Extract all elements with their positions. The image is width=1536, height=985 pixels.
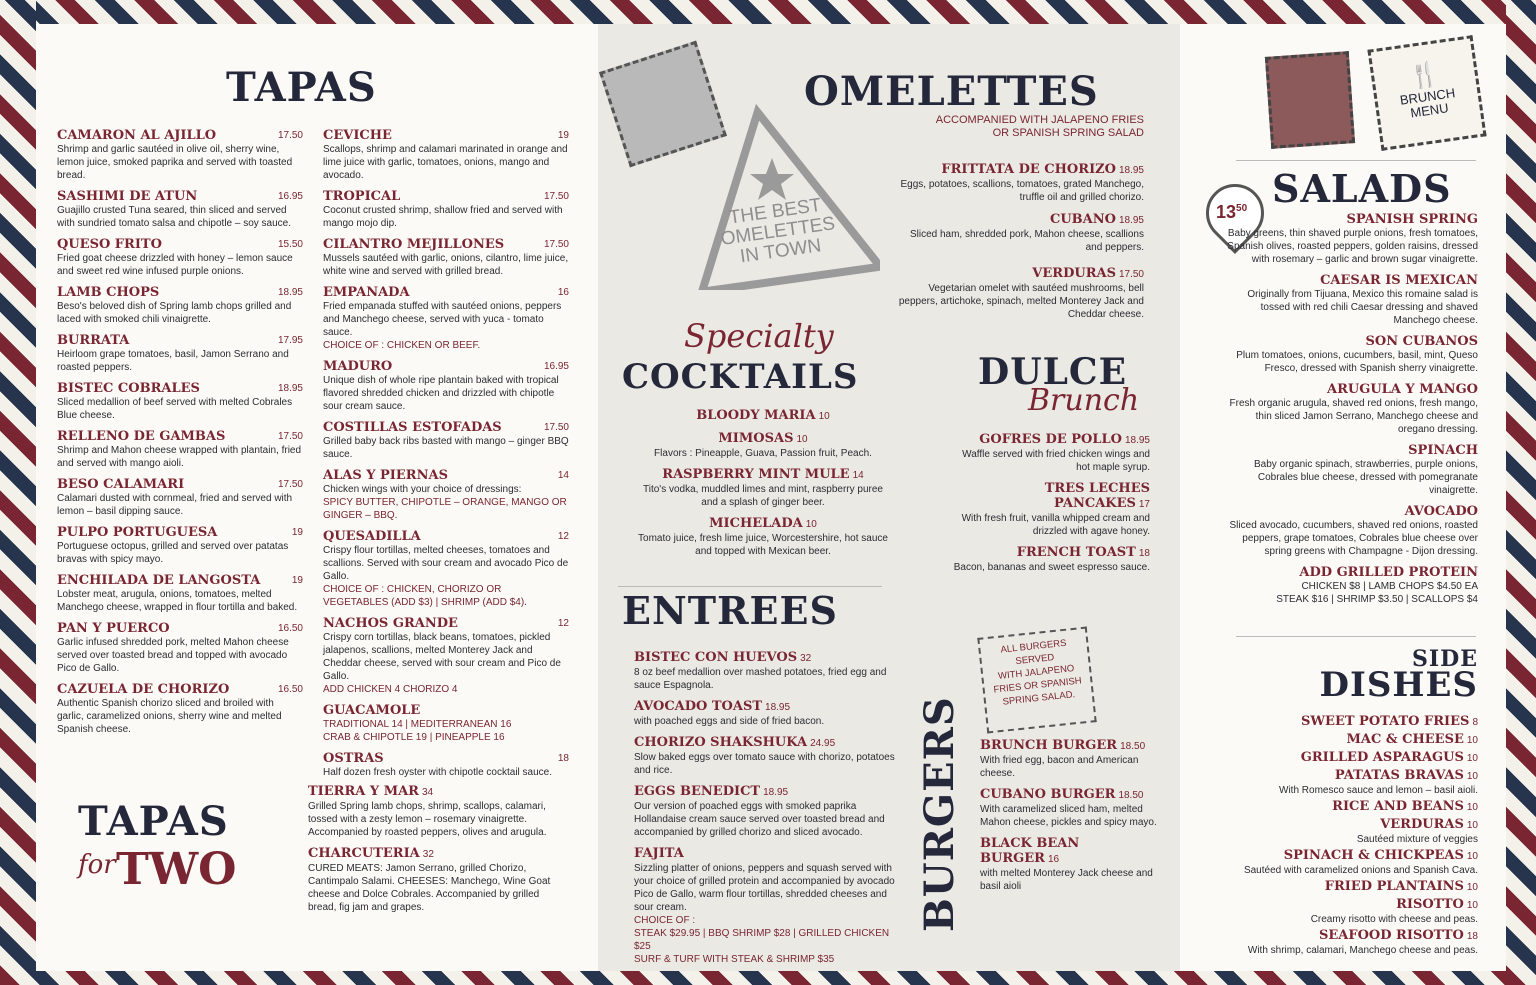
list-item[interactable]: RASPBERRY MINT MULE 14 Tito's vodka, muddled limes and mint, raspberry puree and a splash of ginger beer.	[643, 467, 883, 508]
dulce-list	[948, 432, 1150, 581]
dulce-title: DULCE	[978, 351, 1128, 393]
list-item[interactable]: TROPICAL 17.50 Coconut crusted shrimp, shallow fried and served with mango mojo dip.	[323, 189, 569, 229]
protein-addons[interactable]: ADD GRILLED PROTEIN CHICKEN $8 | LAMB CHOPS $4.50 EA STEAK $16 | SHRIMP $3.50 | SCALLOPS $4	[1276, 565, 1478, 605]
list-item[interactable]: PULPO PORTUGUESA 19 Portuguese octopus, grilled and served over patatas bravas with spicy mayo.	[57, 525, 303, 565]
list-item[interactable]: LAMB CHOPS 18.95 Beso's beloved dish of Spring lamb chops grilled and laced with smoked chili vinaigrette.	[57, 285, 303, 325]
divider	[618, 586, 882, 587]
tapas-title: TAPAS	[226, 64, 377, 111]
list-item[interactable]: CHARCUTERIA 32 CURED MEATS: Jamon Serrano, grilled Chorizo, Cantimpalo Salami. CHEESES: Manchego, Wine Goat cheese and Dolce Cobrales. Accompanied by grilled bread, fig jam and grapes.	[308, 846, 551, 913]
list-item[interactable]: MADURO 16.95 Unique dish of whole ripe plantain baked with tropical flavored shredded chicken and drizzled with chipotle sour cream sauce.	[323, 359, 569, 412]
list-item[interactable]: FRITTATA DE CHORIZO 18.95 Eggs, potatoes, scallions, tomatoes, grated Manchego, truffle oil and grilled chorizo.	[900, 162, 1144, 203]
list-item[interactable]: RISOTTO 10 Creamy risotto with cheese and peas.	[1310, 897, 1478, 925]
cocktails-script: Specialty	[684, 317, 834, 355]
list-item[interactable]: PAN Y PUERCO 16.50 Garlic infused shredded pork, melted Mahon cheese served over toasted bread and topped with avocado Pico de Gallo.	[57, 621, 303, 674]
list-item[interactable]: FRENCH TOAST 18 Bacon, bananas and sweet espresso sauce.	[953, 545, 1150, 573]
list-item[interactable]: AVOCADO Sliced avocado, cucumbers, shaved red onions, roasted peppers, grape tomatoes, Cobrales blue cheese over spring greens with Champagne - Dijon dressing.	[1229, 504, 1478, 557]
pin-price: $13^{50}$	[1216, 202, 1248, 222]
sides-title2: DISHES	[1319, 665, 1478, 705]
list-item[interactable]: SWEET POTATO FRIES 8	[1301, 714, 1478, 729]
list-item[interactable]: BESO CALAMARI 17.50 Calamari dusted with cornmeal, fried and served with lemon – basil dipping sauce.	[57, 477, 303, 517]
omelettes-title: OMELETTES	[804, 68, 1099, 115]
tapas-panel	[36, 24, 598, 971]
tapas-for-two-list	[308, 784, 558, 921]
airmail-border-right	[1506, 0, 1536, 985]
list-item[interactable]: FRIED PLANTAINS 10	[1324, 879, 1478, 894]
best-omelettes-stamp-text: THE BEST OMELETTES IN TOWN	[719, 194, 837, 268]
list-item[interactable]: BRUNCH BURGER 18.50 With fried egg, bacon and American cheese.	[980, 738, 1146, 779]
airmail-border-left	[0, 0, 36, 985]
list-item[interactable]: CHORIZO SHAKSHUKA 24.95 Slow baked eggs over tomato sauce with chorizo, potatoes and rice.	[634, 735, 895, 776]
list-item[interactable]: CAMARON AL AJILLO 17.50 Shrimp and garlic sautéed in olive oil, sherry wine, lemon juice, smoked paprika and served with toasted bread.	[57, 128, 303, 181]
burgers-stamp: ALL BURGERS SERVED WITH JALAPENO FRIES OR SPANISH SPRING SALAD.	[977, 627, 1096, 734]
list-item[interactable]: VERDURAS 10 Sautéed mixture of veggies	[1356, 817, 1478, 845]
list-item[interactable]: GRILLED ASPARAGUS 10	[1300, 750, 1478, 765]
tapas-two-title2: TWO	[116, 844, 237, 895]
list-item[interactable]: CAESAR IS MEXICAN Originally from Tijuana, Mexico this romaine salad is tossed with red chili Caesar dressing and shaved Manchego cheese.	[1247, 273, 1478, 326]
burgers-title: BURGERS	[916, 696, 963, 932]
airmail-border-bottom	[0, 971, 1536, 985]
list-item[interactable]: TIERRA Y MAR 34 Grilled Spring lamb chops, shrimp, scallops, calamari, tossed with a zesty lemon – rosemary vinaigrette. Accompanied by roasted peppers, olives and arugula.	[308, 784, 547, 838]
list-item[interactable]: BLACK BEAN BURGER 16 with melted Monterey Jack cheese and basil aioli	[980, 836, 1153, 892]
list-item[interactable]: FAJITA Sizzling platter of onions, peppers and squash served with your choice of grilled protein and accompanied by avocado Pico de Gallo, warm flour tortillas, shredded cheeses and sour cream. CHOICE OF : STEAK $29.95 | BBQ SHRIMP $28 | GRILLED CHICKEN $25 SURF & TURF WITH STEAK & SHRIMP $35	[634, 846, 895, 965]
center-panel	[598, 24, 1180, 971]
list-item[interactable]: CEVICHE 19 Scallops, shrimp and calamari marinated in orange and lime juice with garlic, tomatoes, onions, mango and avocado.	[323, 128, 569, 181]
list-item[interactable]: MIMOSAS 10 Flavors : Pineapple, Guava, Passion fruit, Peach.	[654, 431, 872, 459]
tapas-two-title1: TAPAS	[78, 798, 229, 845]
list-item[interactable]: BISTEC CON HUEVOS 32 8 oz beef medallion over mashed potatoes, fried egg and sauce Espagnola.	[634, 650, 887, 691]
list-item[interactable]: RELLENO DE GAMBAS 17.50 Shrimp and Mahon cheese wrapped with plantain, fried and served with mango aioli.	[57, 429, 303, 469]
list-item[interactable]: COSTILLAS ESTOFADAS 17.50 Grilled baby back ribs basted with mango – ginger BBQ sauce.	[323, 420, 569, 460]
list-item[interactable]: SON CUBANOS Plum tomatoes, onions, cucumbers, basil, mint, Queso Fresco, dressed with Spanish sherry vinaigrette.	[1236, 334, 1478, 374]
omelettes-subtitle: ACCOMPANIED WITH JALAPENO FRIES OR SPANISH SPRING SALAD	[935, 114, 1144, 139]
list-item[interactable]: EMPANADA 16 Fried empanada stuffed with sautéed onions, peppers and Manchego cheese, served with yuca - tomato sauce. CHOICE OF : CHICKEN OR BEEF.	[323, 285, 569, 351]
salads-panel	[1180, 24, 1506, 971]
list-item[interactable]: ALAS Y PIERNAS 14 Chicken wings with your choice of dressings: SPICY BUTTER, CHIPOTLE – ORANGE, MANGO OR GINGER – BBQ.	[323, 468, 569, 521]
salads-list	[1226, 212, 1478, 613]
sides-list	[1226, 714, 1478, 959]
list-item[interactable]: CUBANO 18.95 Sliced ham, shredded pork, Mahon cheese, scallions and peppers.	[909, 212, 1144, 253]
burgers-list	[980, 738, 1160, 900]
list-item[interactable]: PATATAS BRAVAS 10 With Romesco sauce and lemon – basil aioli.	[1279, 768, 1478, 796]
postage-stamp-mermaid	[1265, 51, 1355, 149]
list-item[interactable]: SPINACH Baby organic spinach, strawberries, purple onions, Cobrales blue cheese, dressed with pomegranate vinaigrette.	[1253, 443, 1478, 496]
list-item[interactable]: AVOCADO TOAST 18.95 with poached eggs and side of fried bacon.	[634, 699, 825, 727]
divider	[1236, 160, 1476, 161]
list-item[interactable]: ENCHILADA DE LANGOSTA 19 Lobster meat, arugula, onions, tomatoes, melted Manchego cheese, wrapped in flour tortilla and baked.	[57, 573, 303, 613]
salads-title: SALADS	[1272, 166, 1452, 211]
list-item[interactable]: SPANISH SPRING Baby greens, thin shaved purple onions, fresh tomatoes, Spanish olives, roasted peppers, golden raisins, dressed with rosemary – garlic and brown sugar vinaigrette.	[1227, 212, 1478, 265]
brunch-menu-label: BRUNCH MENU	[1398, 85, 1457, 121]
cocktails-list	[638, 408, 888, 565]
omelettes-list	[898, 162, 1144, 328]
fork-glass-icon: 🍴	[1407, 60, 1442, 92]
list-item[interactable]: OSTRAS 18 Half dozen fresh oyster with chipotle cocktail sauce.	[323, 751, 569, 778]
entrees-title: ENTREES	[622, 588, 838, 633]
cocktails-title: COCKTAILS	[622, 357, 859, 397]
list-item[interactable]: RICE AND BEANS 10	[1332, 799, 1478, 814]
list-item[interactable]: ARUGULA Y MANGO Fresh organic arugula, shaved red onions, fresh mango, thin sliced Jamon Serrano, Manchego cheese and oregano dressing.	[1229, 382, 1478, 435]
list-item[interactable]: SPINACH & CHICKPEAS 10 Sautéed with caramelized onions and Spanish Cava.	[1243, 848, 1478, 876]
list-item[interactable]: CUBANO BURGER 18.50 With caramelized sliced ham, melted Mahon cheese, pickles and spicy mayo.	[980, 787, 1157, 828]
list-item[interactable]: EGGS BENEDICT 18.95 Our version of poached eggs with smoked paprika Hollandaise cream sauce served over toasted bread and accompanied by grilled chorizo and sliced avocado.	[634, 784, 885, 838]
list-item[interactable]: CILANTRO MEJILLONES 17.50 Mussels sautéed with garlic, onions, cilantro, lime juice, white wine and served with grilled bread.	[323, 237, 569, 277]
list-item[interactable]: VERDURAS 17.50 Vegetarian omelet with sautéed mushrooms, bell peppers, artichoke, spinach, melted Monterey Jack and Cheddar cheese.	[898, 266, 1144, 320]
airmail-border-top	[0, 0, 1536, 24]
list-item[interactable]: CAZUELA DE CHORIZO 16.50 Authentic Spanish chorizo sliced and broiled with garlic, caramelized onions, sherry wine and melted Spanish cheese.	[57, 682, 303, 735]
list-item[interactable]: TRES LECHES PANCAKES 17 With fresh fruit, vanilla whipped cream and drizzled with agave honey.	[961, 481, 1150, 537]
entrees-list	[634, 650, 896, 973]
list-item[interactable]: BURRATA 17.95 Heirloom grape tomatoes, basil, Jamon Serrano and roasted peppers.	[57, 333, 303, 373]
divider	[1236, 636, 1476, 637]
list-item[interactable]: SASHIMI DE ATUN 16.95 Guajillo crusted Tuna seared, thin sliced and served with sundried tomato salsa and chipotle – soy sauce.	[57, 189, 303, 229]
list-item[interactable]: NACHOS GRANDE 12 Crispy corn tortillas, black beans, tomatoes, pickled jalapenos, scallions, melted Monterey Jack and Cheddar cheese, served with sour cream and Pico de Gallo. ADD CHICKEN 4 CHORIZO 4	[323, 616, 569, 695]
list-item[interactable]: MICHELADA 10 Tomato juice, fresh lime juice, Worcestershire, hot sauce and topped with Mexican beer.	[638, 516, 888, 557]
sides-title1: SIDE	[1411, 646, 1478, 672]
list-item[interactable]: GUACAMOLE TRADITIONAL 14 | MEDITERRANEAN 16 CRAB & CHIPOTLE 19 | PINEAPPLE 16	[323, 703, 512, 743]
tapas-column-right	[323, 128, 569, 786]
list-item[interactable]: QUESADILLA 12 Crispy flour tortillas, melted cheeses, tomatoes and scallions. Served with sour cream and avocado Pico de Gallo. CHOICE OF : CHICKEN, CHORIZO OR VEGETABLES (ADD $3) | SHRIMP (ADD $4).	[323, 529, 569, 608]
list-item[interactable]: BISTEC COBRALES 18.95 Sliced medallion of beef served with melted Cobrales Blue cheese.	[57, 381, 303, 421]
list-item[interactable]: QUESO FRITO 15.50 Fried goat cheese drizzled with honey – lemon sauce and sweet red wine infused purple onions.	[57, 237, 303, 277]
list-item[interactable]: GOFRES DE POLLO 18.95 Waffle served with fried chicken wings and hot maple syrup.	[962, 432, 1150, 473]
tapas-for-two-heading	[76, 798, 306, 912]
dulce-script: Brunch	[1028, 383, 1140, 418]
brunch-menu-stamp	[1367, 35, 1486, 151]
tapas-two-for: for	[78, 850, 116, 880]
list-item[interactable]: MAC & CHEESE 10	[1346, 732, 1478, 747]
tapas-column-left	[57, 128, 303, 743]
list-item[interactable]: SEAFOOD RISOTTO 18 With shrimp, calamari, Manchego cheese and peas.	[1247, 928, 1478, 956]
list-item[interactable]: BLOODY MARIA 10	[696, 408, 830, 423]
